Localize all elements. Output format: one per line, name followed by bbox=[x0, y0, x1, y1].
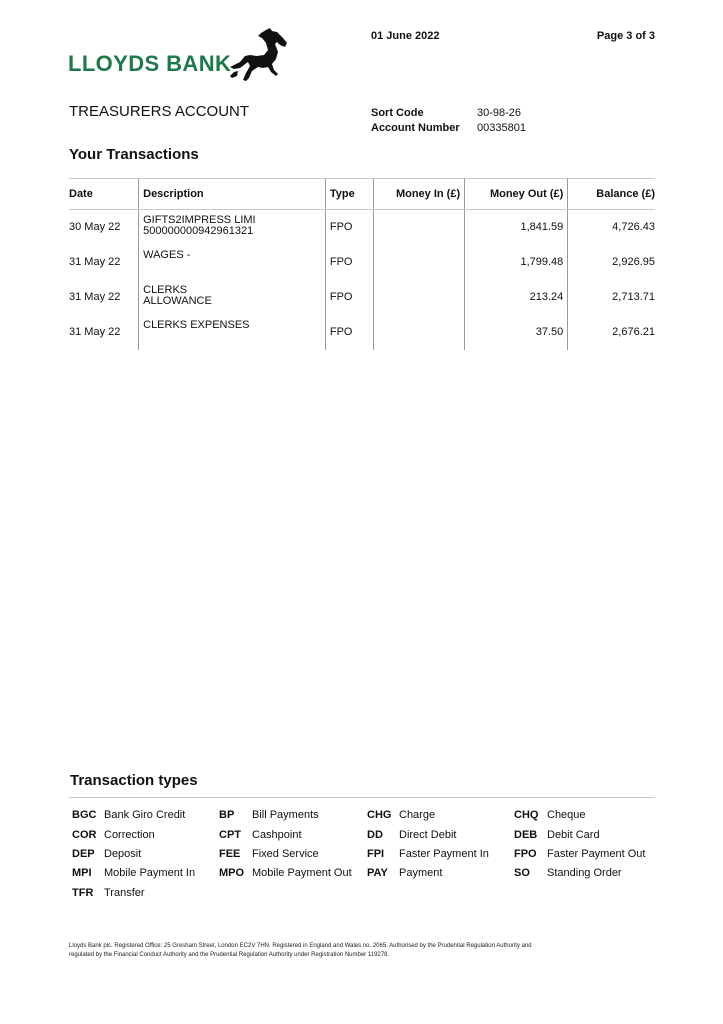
transaction-type-item bbox=[219, 809, 319, 821]
transaction-type-code: SO bbox=[514, 867, 530, 879]
cell-balance: 2,926.95 bbox=[568, 245, 655, 280]
column-header-description: Description bbox=[139, 179, 326, 210]
cell-money-in bbox=[374, 245, 465, 280]
cell-date: 31 May 22 bbox=[69, 291, 121, 303]
column-header-money-in: Money In (£) bbox=[374, 179, 465, 210]
description-line: ALLOWANCE bbox=[143, 295, 212, 307]
cell-description bbox=[139, 280, 326, 315]
transaction-type-item bbox=[72, 887, 145, 899]
transaction-type-item bbox=[367, 809, 435, 821]
transaction-type-label: Cheque bbox=[547, 809, 586, 821]
transaction-type-item bbox=[514, 809, 586, 821]
transaction-type-label: Bill Payments bbox=[252, 809, 319, 821]
transaction-type-code: FEE bbox=[219, 848, 241, 860]
transaction-type-label: Debit Card bbox=[547, 829, 600, 841]
cell-type: FPO bbox=[325, 280, 373, 315]
transaction-type-code: DD bbox=[367, 829, 383, 841]
transaction-type-label: Transfer bbox=[104, 887, 145, 899]
cell-money-in bbox=[374, 315, 465, 350]
column-header-balance: Balance (£) bbox=[568, 179, 655, 210]
cell-type: FPO bbox=[325, 245, 373, 280]
cell-money-out: 1,799.48 bbox=[465, 245, 568, 280]
cell-description bbox=[139, 210, 326, 246]
cell-money-in bbox=[374, 210, 465, 246]
cell-type: FPO bbox=[325, 210, 373, 246]
transaction-type-label: Charge bbox=[399, 809, 436, 821]
transaction-type-code: BP bbox=[219, 809, 235, 821]
cell-money-out: 37.50 bbox=[465, 315, 568, 350]
account-name: TREASURERS ACCOUNT bbox=[69, 103, 250, 120]
transaction-type-label: Faster Payment Out bbox=[547, 848, 646, 860]
table-header-row bbox=[69, 179, 655, 210]
cell-balance: 2,676.21 bbox=[568, 315, 655, 350]
transaction-type-item bbox=[219, 867, 352, 879]
cell-balance: 2,713.71 bbox=[568, 280, 655, 315]
transaction-type-item bbox=[367, 848, 489, 860]
transaction-type-item bbox=[219, 829, 302, 841]
transaction-type-code: MPI bbox=[72, 867, 92, 879]
transaction-type-label: Correction bbox=[104, 829, 155, 841]
transactions-table bbox=[69, 178, 655, 350]
transaction-type-item bbox=[514, 848, 645, 860]
cell-money-in bbox=[374, 280, 465, 315]
transaction-type-label: Bank Giro Credit bbox=[104, 809, 186, 821]
transaction-type-code: DEP bbox=[72, 848, 95, 860]
cell-balance: 4,726.43 bbox=[568, 210, 655, 246]
lloyds-bank-logo bbox=[68, 28, 293, 84]
transaction-type-item bbox=[367, 829, 456, 841]
transaction-type-code: MPO bbox=[219, 867, 245, 879]
description-line: CLERKS bbox=[143, 284, 188, 296]
page-number: Page 3 of 3 bbox=[596, 30, 655, 42]
transaction-type-item bbox=[72, 809, 185, 821]
table-row bbox=[69, 210, 655, 246]
description-line: CLERKS EXPENSES bbox=[143, 319, 250, 331]
column-header-date: Date bbox=[69, 179, 139, 210]
cell-money-out: 1,841.59 bbox=[465, 210, 568, 246]
transaction-type-code: PAY bbox=[367, 867, 388, 879]
legal-footer: Lloyds Bank plc. Registered Office: 25 Gresham Street, London EC2V 7HN. Registered in England and Wales no. 2065. Authorised by the Prudential Regulation Authority and regulated by the Financial Conduct Authority and the Prudential Regulation Authority under Registration Number 119278. bbox=[69, 943, 532, 958]
description-line: WAGES - bbox=[143, 249, 191, 261]
transaction-type-code: FPO bbox=[514, 848, 537, 860]
transaction-type-label: Mobile Payment In bbox=[104, 867, 196, 879]
transaction-type-label: Payment bbox=[399, 867, 443, 879]
statement-date: 01 June 2022 bbox=[371, 30, 440, 42]
account-number-label: Account Number bbox=[371, 122, 460, 134]
transaction-type-item bbox=[514, 829, 600, 841]
sort-code-value: 30-98-26 bbox=[477, 107, 522, 119]
transaction-type-label: Direct Debit bbox=[399, 829, 457, 841]
transaction-type-code: CHQ bbox=[514, 809, 539, 821]
sort-code-label: Sort Code bbox=[371, 107, 424, 119]
transaction-type-code: BGC bbox=[72, 809, 97, 821]
cell-description bbox=[139, 315, 326, 350]
black-horse-icon bbox=[228, 28, 290, 82]
cell-type: FPO bbox=[325, 315, 373, 350]
transaction-type-code: DEB bbox=[514, 829, 538, 841]
table-row bbox=[69, 315, 655, 350]
transaction-type-code: TFR bbox=[72, 887, 94, 899]
description-line: GIFTS2IMPRESS LIMI bbox=[143, 214, 256, 226]
cell-date: 31 May 22 bbox=[69, 326, 121, 338]
cell-description bbox=[139, 245, 326, 280]
transaction-type-item bbox=[72, 848, 141, 860]
transaction-type-label: Faster Payment In bbox=[399, 848, 489, 860]
cell-date: 30 May 22 bbox=[69, 221, 121, 233]
transactions-title: Your Transactions bbox=[69, 146, 199, 163]
legend-divider bbox=[69, 797, 655, 798]
transaction-type-code: CPT bbox=[219, 829, 241, 841]
transaction-type-label: Cashpoint bbox=[252, 829, 302, 841]
column-header-type: Type bbox=[325, 179, 373, 210]
transaction-type-item bbox=[514, 867, 622, 879]
account-number-value: 00335801 bbox=[477, 122, 526, 134]
transaction-type-item bbox=[72, 829, 155, 841]
table-row bbox=[69, 245, 655, 280]
transaction-type-label: Standing Order bbox=[547, 867, 622, 879]
description-line: 500000000942961321 bbox=[143, 225, 254, 237]
cell-date: 31 May 22 bbox=[69, 256, 121, 268]
transaction-type-label: Deposit bbox=[104, 848, 142, 860]
transaction-type-label: Fixed Service bbox=[252, 848, 319, 860]
brand-name: LLOYDS BANK bbox=[68, 51, 232, 76]
transaction-type-label: Mobile Payment Out bbox=[252, 867, 352, 879]
transaction-type-code: FPI bbox=[367, 848, 385, 860]
column-header-money-out: Money Out (£) bbox=[465, 179, 568, 210]
transaction-type-item bbox=[72, 867, 195, 879]
transaction-type-code: COR bbox=[72, 829, 97, 841]
transaction-type-item bbox=[367, 867, 442, 879]
table-row bbox=[69, 280, 655, 315]
transaction-types-title: Transaction types bbox=[70, 772, 198, 789]
cell-money-out: 213.24 bbox=[465, 280, 568, 315]
transaction-type-item bbox=[219, 848, 319, 860]
transaction-type-code: CHG bbox=[367, 809, 392, 821]
